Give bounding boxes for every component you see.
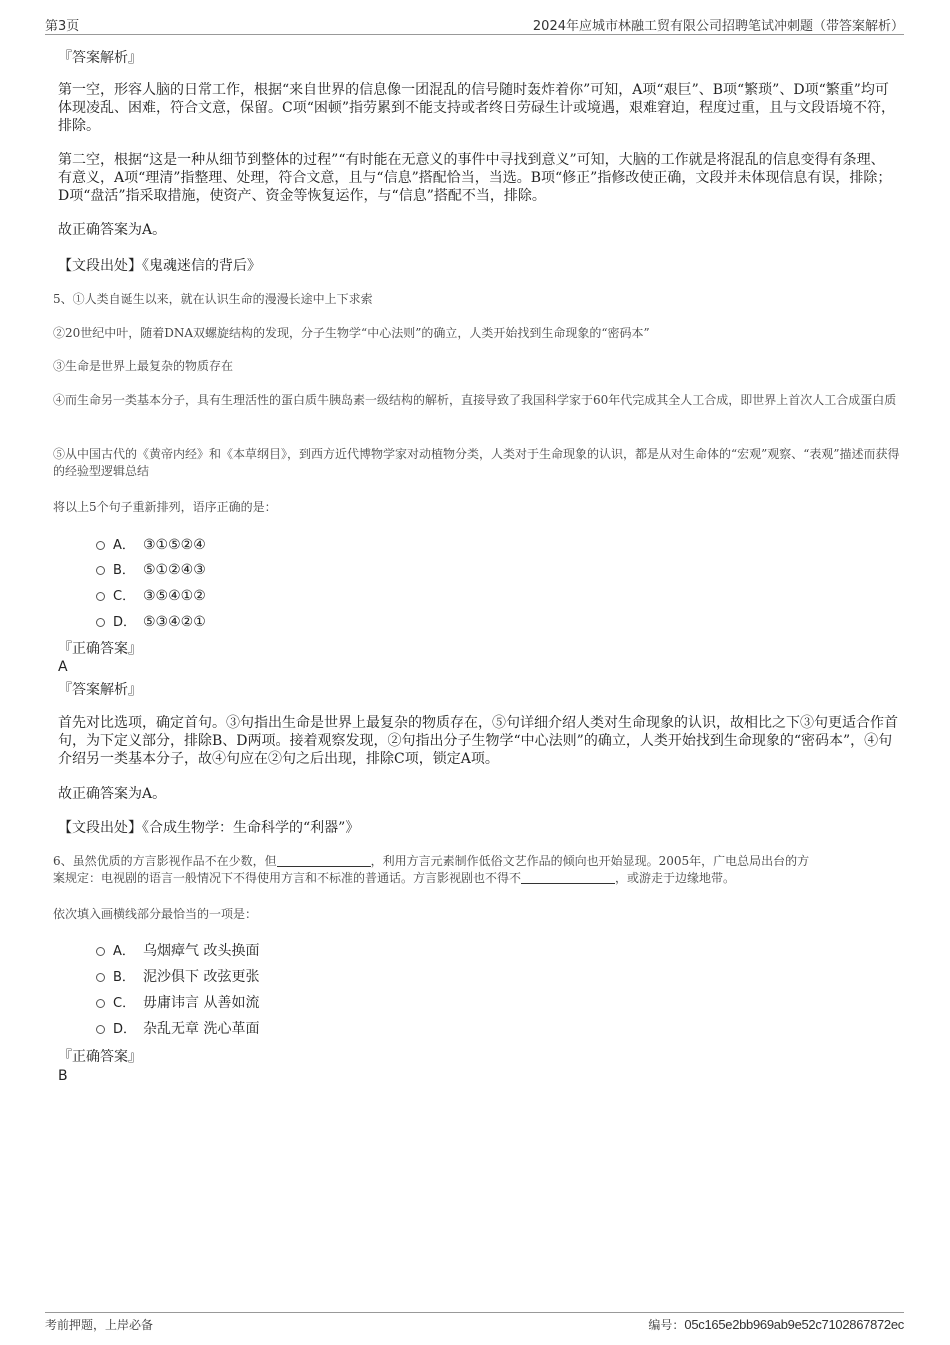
q6-option-c[interactable]: C． 毋庸讳言 从善如流 [96, 994, 259, 1013]
fill-blank-1 [277, 854, 371, 867]
q5-analysis: 首先对比选项，确定首句。③句指出生命是世界上最复杂的物质存在，⑤句详细介绍人类对生命现象的认识，故相比之下③句更适合作首句，为下定义部分，排除B、D两项。接着观察发现，②句指出分子生物学“中心法则”的确立，人类开始找到生命现象的“密码本”，④句介绍另一类基本分子，故④句应在②句之后出现，排除C项，锁定A项。 [58, 715, 898, 767]
q5-sentence-3: ③生命是世界上最复杂的物质存在 [53, 359, 234, 373]
radio-icon[interactable] [96, 999, 105, 1008]
q5-conclusion: 故正确答案为A。 [58, 786, 167, 802]
q4-analysis-para2: 第二空，根据“这是一种从细节到整体的过程”“有时能在无意义的事件中寻找到意义”可知，大脑的工作就是将混乱的信息变得有条理、有意义，A项“理清”指整理、处理，符合文意，且与“信息”搭配恰当，当选。B项“修正”指修改使正确，文段并未体现信息有误，排除；D项“盘活”指采取措施，使资产、资金等恢复运作，与“信息”搭配不当，排除。 [58, 152, 892, 204]
q5-analysis-label: 『答案解析』 [58, 682, 142, 698]
radio-icon[interactable] [96, 618, 105, 627]
radio-icon[interactable] [96, 973, 105, 982]
q6-option-a[interactable]: A． 乌烟瘴气 改头换面 [96, 942, 259, 961]
q5-source: 【文段出处】《合成生物学：生命科学的“利器”》 [58, 820, 360, 836]
page-header [45, 14, 904, 35]
q5-prompt: 将以上5个句子重新排列，语序正确的是： [53, 500, 277, 514]
q5-option-c[interactable]: C． ③⑤④①② [96, 587, 206, 606]
footer-code: 编号：05c165e2bb969ab9e52c7102867872ec [648, 1317, 904, 1332]
radio-icon[interactable] [96, 541, 105, 550]
q5-answer-label: 『正确答案』 [58, 641, 142, 657]
q6-prompt: 依次填入画横线部分最恰当的一项是： [53, 907, 258, 921]
q4-analysis-para1: 第一空，形容人脑的日常工作，根据“来自世界的信息像一团混乱的信号随时轰炸着你”可知，A项“艰巨”、B项“繁琐”、D项“繁重”均可体现凌乱、困难，符合文意，保留。C项“困顿”指劳累到不能支持或者终日劳碌生计或境遇，艰难窘迫，程度过重，且与文段语境不符，排除。 [58, 82, 896, 134]
q5-sentence-4: ④而生命另一类基本分子，具有生理活性的蛋白质牛胰岛素一级结构的解析，直接导致了我国科学家于60年代完成其全人工合成，即世界上首次人工合成蛋白质 [53, 393, 897, 407]
q6-stem: 6、虽然优质的方言影视作品不在少数，但 ，利用方言元素制作低俗文艺作品的倾向也开始显现。2005年，广电总局出台的方 案规定：电视剧的语言一般情况下不得使用方言和不标准的普通话。方言影视剧也不得不 ，或游走于边缘地带。 [53, 854, 810, 885]
q5-sentence-1: 5、①人类自诞生以来，就在认识生命的漫漫长途中上下求索 [53, 292, 373, 306]
q5-answer: A [58, 659, 68, 675]
footer-slogan: 考前押题，上岸必备 [45, 1318, 154, 1332]
q5-option-a[interactable]: A． ③①⑤②④ [96, 536, 206, 555]
q4-analysis-label: 『答案解析』 [58, 50, 142, 66]
q5-option-b[interactable]: B． ⑤①②④③ [96, 561, 206, 580]
radio-icon[interactable] [96, 566, 105, 575]
q6-option-b[interactable]: B． 泥沙俱下 改弦更张 [96, 968, 259, 987]
radio-icon[interactable] [96, 1025, 105, 1034]
q5-option-d[interactable]: D． ⑤③④②① [96, 613, 206, 632]
q5-sentence-5: ⑤从中国古代的《黄帝内经》和《本草纲目》，到西方近代博物学家对动植物分类，人类对于生命现象的认识，都是从对生命体的“宏观”观察、“表观”描述而获得的经验型逻辑总结 [53, 447, 900, 478]
radio-icon[interactable] [96, 592, 105, 601]
q6-answer-label: 『正确答案』 [58, 1049, 142, 1065]
page-footer [45, 1312, 904, 1336]
q5-sentence-2: ②20世纪中叶，随着DNA双螺旋结构的发现，分子生物学“中心法则”的确立，人类开始找到生命现象的“密码本” [53, 326, 650, 340]
q4-source: 【文段出处】《鬼魂迷信的背后》 [58, 258, 261, 274]
q4-conclusion: 故正确答案为A。 [58, 222, 167, 238]
q6-option-d[interactable]: D． 杂乱无章 洗心革面 [96, 1020, 259, 1039]
q6-answer: B [58, 1068, 68, 1084]
fill-blank-2 [521, 871, 615, 884]
page-number: 第3页 [45, 19, 80, 34]
radio-icon[interactable] [96, 947, 105, 956]
document-title: 2024年应城市林融工贸有限公司招聘笔试冲刺题（带答案解析） [532, 19, 904, 34]
